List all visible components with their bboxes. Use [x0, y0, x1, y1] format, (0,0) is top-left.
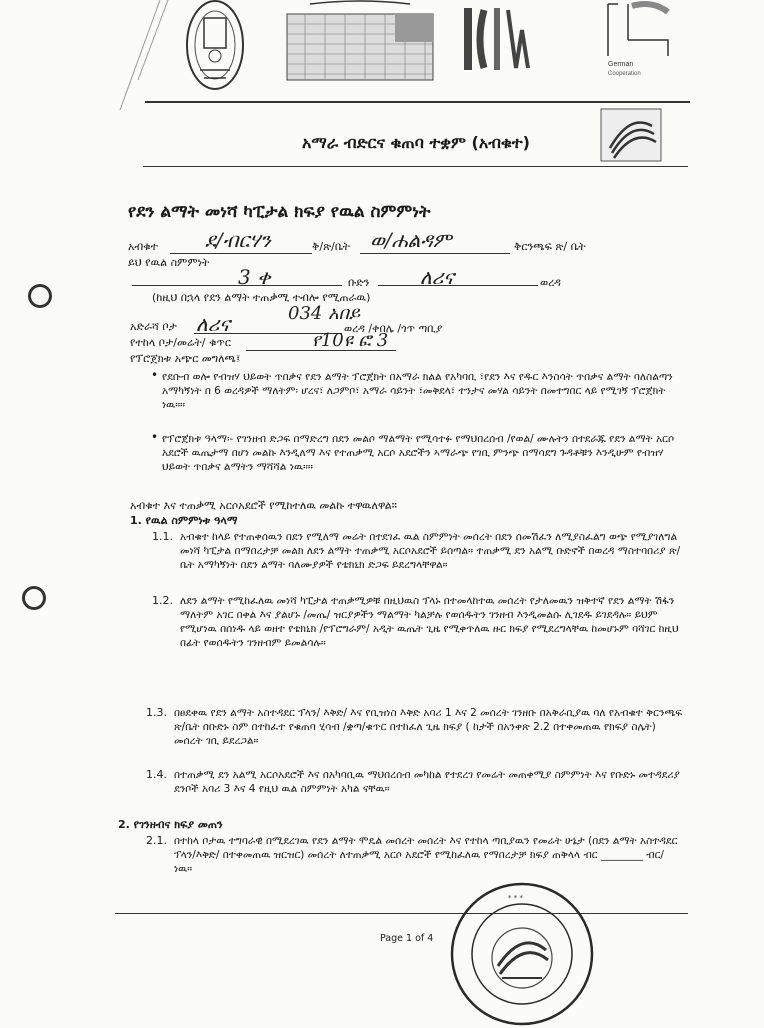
woreda-handwritten: ለሪና	[420, 265, 455, 289]
project-description-label: የፕሮጀክቱ አጭር መግለጫ፤	[130, 352, 241, 365]
section1-title: 1. የዉል ስምምነቱ ዓላማ	[130, 514, 238, 527]
address-handwritten: ለሪና	[196, 312, 231, 336]
kebele-handwritten: 034 አበይ	[288, 303, 361, 324]
project-bullet: የፕሮጀክቱ ዓላማ፡- የገንዘብ ድጋፍ በማድረግ በደን መልሶ ማልማት የሚሳተፉ የማህበረሰብ /የወል/ ሙሉትን በተደራጁ የደን ልማት አርሶ አደሮች ዉጤታማ በሆነ መልኩ እንዲለማ እና የተጠቃሚ አርሶ አደሮችን ኣማራጭ የገቢ ምንጭ በማሳደግ ጉዳቶቹን እንዲሁም የብዝሃ ህይወት ጥበቃና ልማትን ማሻሻል ነዉ።።	[162, 433, 675, 473]
kfw-logo	[460, 0, 532, 80]
svg-text:Cooperation: Cooperation	[608, 71, 641, 77]
address-label: አድራሻ ቦታ	[130, 320, 177, 333]
svg-text:German: German	[608, 61, 634, 68]
project-banner-logo	[285, 0, 435, 82]
district-handwritten: ወ/ሐልዳም	[370, 228, 452, 252]
woreda-label: ወረዳ	[540, 276, 561, 289]
section1-item: በፀደቀዉ የደን ልማት አስተዳደር ፕላን/ እቅድ/ እና የቢዝነስ እቅድ አባሪ 1 እና 2 መሰረት ገንዘቡ በአቅራቢያዉ ባለ የአብቁተ ቅርንጫፍ ጽ/ቤት በቡድኑ ስም በተከፈተ የቁጠባ ሂሳብ /ቋጣ/ቁጥር በተከፈለ ጊዜ ክፍያ ( ከታች በአንቀጽ 2.2 በተቀመጠዉ የክፍያ ስሌት) መሰረት ገቢ ይደረጋል።	[174, 707, 683, 747]
german-cooperation-logo	[598, 0, 678, 80]
group-underline	[132, 285, 342, 286]
branch-suffix: ቅ/ጽ/ቤት	[312, 240, 350, 253]
section2-item: በተከላ ቦታዉ ተግባራዊ በሚደረገዉ የደን ልማት ሞዴል መሰረት መሰረት እና የተከላ ጣቢያዉን የመሬት ሁኔታ (በደን ልማት አስተዳደር ፕላን/እቅድ/ በተቀመጠዉ ዝርዝር) መሰረት ለተጠቃሚ አርሶ አደሮች የሚከፈለዉ የማበረታቻ ክፍያ ጠቅላላ ብር ________ ብር/ ነዉ።	[174, 835, 678, 875]
regional-emblem-logo	[182, 0, 248, 100]
item-number: 1.4.	[146, 768, 167, 781]
punch-hole	[28, 284, 52, 308]
branch-underline	[170, 253, 312, 254]
svg-text:* * *: * * *	[508, 894, 523, 902]
acsi-logo	[600, 108, 662, 162]
agreement-line: አብቁተ እና ተጠቃሚ አርሶአደሮች የሚከተለዉ መልኩ ተዋዉለዋል።	[130, 499, 397, 512]
organization-name: አማራ ብድርና ቁጠባ ተቋም (አብቁተ)	[302, 133, 530, 152]
project-bullet: የደቡብ ወሎ የብዝሃ ህይወት ጥበቃና የደን ልማት ፕሮጀክት በአማራ ክልል የአካባቢ ፣የደን እና የዱር እንስሳት ጥበቃና ልማት ባለስልጣን አማካኝነት በ 6 ወረዳዎች ማለትም፡ ሆረና፣ ለጋምቦ፣ አማራ ሳይንት ፣መቅደላ፣ ተንታና መሃል ሳይንት በመተግበር ላይ የሚገኝ ፕሮጀክት ነዉ።።	[162, 371, 673, 411]
address-suffix: ወረዳ /ቀበሌ /ጎጥ ጣቢያ	[344, 322, 443, 335]
plot-number-handwritten: የ10ዩ ፎ 3	[312, 330, 389, 351]
district-suffix: ቅርንጫፍ ጽ/ ቤት	[514, 240, 586, 253]
acsi-stamp	[448, 880, 596, 1028]
plot-number-underline	[246, 350, 396, 351]
section1-item: ለደን ልማት የሚከፈለዉ መነሻ ካፒታል ተጠቃሚዎቹ በዚህዉስ ፕላኑ በተመላከተዉ መሰረት የታለመዉን ዝቅተኛ የደን ልማት ሽፋን ማለትም አገር በቀል እና ያልሆኑ /መጤ/ ዝርያዎችን ማልማት ካልቻሉ የወሰዱትን ገንዘብ እንዲመልሱ ሊገደዱ ይገደዳሉ። ይህም የሚሆነዉ በሰነዱ ላይ ወዘተ የቴክኒክ /የፕሮግራም/ አዲት ዉጤት ጊዜ የሚቀጥለዉ ዙር ክፍያ የሚደረግላቸዉ ከመሆኑም ባሻገር ከዚህ በፊት የወሰዱትን ገንዘብም ይመልሳሉ።	[180, 595, 679, 649]
section1-item: አብቁተ ከላይ የተጠቀሰዉን በደን የሚለማ መሬት በተደገፈ ዉል ስምምነት መሰረት በደን ሰመሽፈን ለሚያስፈልግ ወጭ የሚያገለግል መነሻ ካፒታል በማበረታቻ መልክ ለደን ልማት ተጠቃሚ አርሶአደሮች ይሰጣል። ተጠቃሚ ደን አልሚ ቡድኖች በወረዳ ማስተባበሪያ ጽ/ ቤት አማካኝነት በደን ልማት ባለሙያዎች የቴክኒክ ድጋፍ ይደረግላቸዋል።	[180, 531, 681, 571]
document-title: የደን ልማት መነሻ ካፒታል ክፍያ የዉል ስምምነት	[128, 202, 431, 222]
group-label: ቡድን	[348, 276, 370, 289]
beneficiary-note: (ከዚህ በኋላ የደን ልማት ተጠቃሚ ተብሎ የሚጠራዉ)	[152, 291, 371, 304]
section2-title: 2. የገንዘብና ክፍያ መጠን	[118, 818, 223, 831]
page-number: Page 1 of 4	[380, 933, 434, 944]
item-number: 1.3.	[146, 706, 167, 719]
woreda-underline	[378, 285, 538, 286]
group-handwritten: 3 ቀ	[238, 265, 271, 289]
agreement-intro: ይህ የዉል ስምምነት	[128, 256, 210, 269]
footer-rule	[115, 913, 688, 914]
item-number: 1.2.	[152, 594, 173, 607]
bullet-marker: •	[151, 430, 159, 444]
district-underline	[360, 253, 510, 254]
item-number: 1.1.	[152, 530, 173, 543]
header-rule	[145, 101, 690, 103]
section1-item: በተጠቃሚ ደን አልሚ አርሶአደሮች እና በአካባቢዉ ማህበረሰብ መካከል የተደረገ የመሬት መጠቀሚያ ስምምነት እና የቡድኑ መተዳደሪያ ደንቦች አባሪ 3 እና 4 የዚህ ዉል ስምምነት አካል ናቸዉ።	[174, 769, 680, 795]
org-rule	[143, 166, 688, 167]
bullet-marker: •	[151, 368, 159, 382]
plot-number-label: የተከላ ቦታ/መሬት/ ቁጥር	[130, 336, 231, 349]
page-fold-marks	[60, 0, 170, 110]
item-number: 2.1.	[146, 834, 167, 847]
branch-handwritten: ደ/ብርሃን	[205, 228, 271, 252]
punch-hole	[22, 586, 46, 610]
branch-label: አብቁተ	[128, 240, 159, 253]
